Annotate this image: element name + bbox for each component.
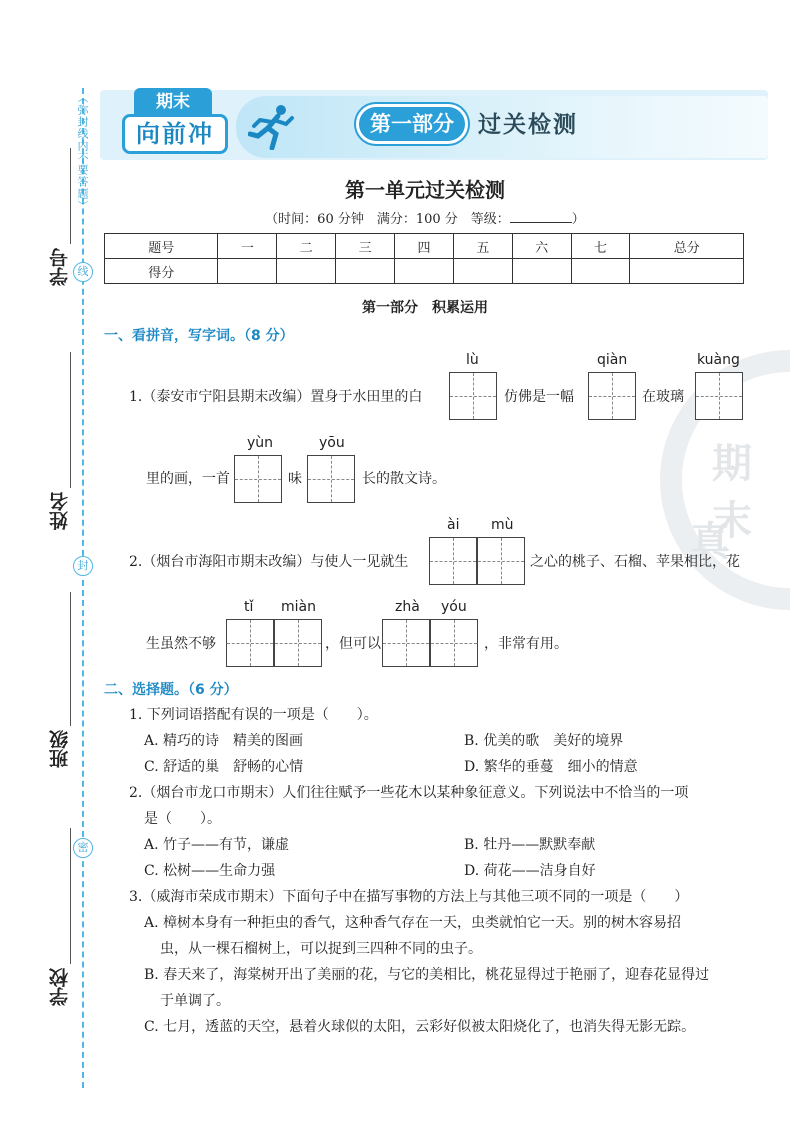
pinyin: yóu: [441, 599, 467, 615]
writing-box[interactable]: [588, 372, 636, 420]
page-title: 第一单元过关检测: [345, 178, 505, 202]
writing-box[interactable]: [274, 619, 322, 667]
s1-q1-mid1: 仿佛是一幅: [504, 389, 574, 405]
binding-strip: [0, 0, 100, 1124]
s2-q3: 3.（威海市荣成市期末）下面句子中在描写事物的方法上与其他三项不同的一项是（ ）: [129, 889, 689, 905]
pinyin: yōu: [319, 435, 345, 451]
exam-meta-suffix: ）: [571, 212, 585, 227]
s2-q1-option-c[interactable]: C. 舒适的巢 舒畅的心情: [144, 759, 304, 775]
s2-q2-line2: 是（ ）。: [144, 811, 221, 827]
table-cell: 一: [218, 234, 277, 259]
seal-dashed-line: [82, 88, 84, 1088]
s1-q1-line1: 1.（泰安市宁阳县期末改编）置身于水田里的白: [129, 389, 423, 405]
watermark-text: 期末: [712, 441, 752, 544]
seal-note: （弥封线内不要答题）: [76, 92, 89, 212]
s2-q1: 1. 下列词语搭配有误的一项是（ ）。: [129, 707, 378, 723]
field-student-id-label: 学号: [49, 248, 71, 286]
score-cell[interactable]: [630, 259, 744, 284]
pinyin: mù: [491, 517, 514, 533]
seal-char-mi: 密: [73, 838, 93, 858]
pinyin: zhà: [395, 599, 420, 615]
score-cell[interactable]: [218, 259, 277, 284]
field-name-line[interactable]: [70, 352, 71, 488]
s2-q3-option-b-line2: 于单调了。: [160, 993, 230, 1009]
table-cell: 四: [395, 234, 454, 259]
pinyin: ài: [447, 517, 460, 533]
pinyin: miàn: [281, 599, 316, 615]
writing-box[interactable]: [449, 372, 497, 420]
s2-q3-option-a-line1[interactable]: A. 樟树本身有一种拒虫的香气，这种香气存在一天，虫类就怕它一天。别的树木容易招: [144, 915, 682, 931]
seal-char-xian: 线: [73, 262, 93, 282]
exam-meta: [0, 208, 790, 227]
seal-char-feng: 封: [73, 556, 93, 576]
writing-box[interactable]: [430, 619, 478, 667]
badge-top-text: 期末: [134, 88, 212, 116]
field-name: [46, 492, 76, 530]
s2-q2-option-a[interactable]: A. 竹子——有节，谦虚: [144, 837, 290, 853]
field-class-label: 班级: [49, 730, 71, 768]
writing-box[interactable]: [429, 537, 477, 585]
badge-main-text: 向前冲: [122, 114, 228, 154]
s2-q2-line1: 2.（烟台市龙口市期末）人们往往赋予一些花木以某种象征意义。下列说法中不恰当的一项: [129, 785, 689, 801]
table-row: [105, 234, 744, 259]
s2-q1-option-a[interactable]: A. 精巧的诗 精美的图画: [144, 733, 304, 749]
exam-badge: [110, 88, 236, 158]
writing-box[interactable]: [695, 372, 743, 420]
grade-blank[interactable]: [510, 211, 572, 223]
s1-q1-line2-b: 味: [288, 471, 302, 487]
score-cell[interactable]: [395, 259, 454, 284]
exam-meta-prefix: （时间：60 分钟 满分：100 分 等级：: [265, 212, 510, 227]
s1-q2-line2-a: 生虽然不够: [146, 636, 216, 652]
table-cell: 题号: [105, 234, 218, 259]
writing-box[interactable]: [477, 537, 525, 585]
writing-box[interactable]: [234, 455, 282, 503]
table-cell: 三: [336, 234, 395, 259]
s1-q2-line2-c: ，非常有用。: [484, 636, 568, 652]
part-title: 过关检测: [478, 112, 578, 138]
pinyin: kuàng: [697, 352, 740, 368]
s2-q2-option-d[interactable]: D. 荷花——洁身自好: [464, 863, 596, 879]
field-school: [46, 968, 76, 1006]
s2-q3-option-b-line1[interactable]: B. 春天来了，海棠树开出了美丽的花，与它的美相比，桃花显得过于艳丽了，迎春花显得过: [144, 967, 710, 983]
pinyin: lù: [466, 352, 479, 368]
table-cell: 得分: [105, 259, 218, 284]
s2-q2-option-b[interactable]: B. 牡丹——默默奉献: [464, 837, 596, 853]
s2-q1-option-b[interactable]: B. 优美的歌 美好的境界: [464, 733, 624, 749]
score-cell[interactable]: [277, 259, 336, 284]
table-cell: 二: [277, 234, 336, 259]
s2-q1-option-d[interactable]: D. 繁华的垂蔓 细小的情意: [464, 759, 638, 775]
pinyin: tǐ: [244, 599, 254, 615]
table-cell: 总分: [630, 234, 744, 259]
field-class-line[interactable]: [70, 592, 71, 726]
watermark-text-2: 真: [690, 519, 730, 565]
table-cell: 六: [512, 234, 571, 259]
part-heading: 第一部分 积累运用: [362, 300, 488, 316]
table-cell: 七: [571, 234, 630, 259]
score-cell[interactable]: [512, 259, 571, 284]
s1-q1-line2-a: 里的画，一首: [146, 471, 230, 487]
score-cell[interactable]: [571, 259, 630, 284]
s1-q2-line1-a: 2.（烟台市海阳市期末改编）与使人一见就生: [129, 554, 409, 570]
table-row: [105, 259, 744, 284]
s1-q1-mid2: 在玻璃: [642, 389, 684, 405]
s1-q1-line2-c: 长的散文诗。: [362, 471, 446, 487]
table-cell: 五: [453, 234, 512, 259]
part-label-pill: 第一部分: [356, 104, 468, 144]
field-school-line[interactable]: [70, 828, 71, 964]
s2-q3-option-a-line2: 虫，从一棵石榴树上，可以捉到三四种不同的虫子。: [160, 941, 482, 957]
score-cell[interactable]: [453, 259, 512, 284]
s2-q3-option-c[interactable]: C. 七月，透蓝的天空，悬着火球似的太阳，云彩好似被太阳烧化了，也消失得无影无踪。: [144, 1019, 696, 1035]
field-school-label: 学校: [49, 968, 71, 1006]
writing-box[interactable]: [307, 455, 355, 503]
s1-q2-line2-b: ，但可以: [325, 636, 381, 652]
s2-q2-option-c[interactable]: C. 松树——生命力强: [144, 863, 276, 879]
s1-q2-line1-b: 之心的桃子、石榴、苹果相比，花: [530, 554, 740, 570]
score-cell[interactable]: [336, 259, 395, 284]
pinyin: qiàn: [597, 352, 628, 368]
section1-heading: 一、看拼音，写字词。（8 分）: [104, 328, 294, 344]
section2-heading: 二、选择题。（6 分）: [104, 682, 238, 698]
field-name-label: 姓名: [49, 492, 71, 530]
field-student-id: [46, 248, 76, 286]
writing-box[interactable]: [382, 619, 430, 667]
field-class: [46, 730, 76, 768]
runner-icon: [248, 104, 296, 150]
writing-box[interactable]: [226, 619, 274, 667]
pinyin: yùn: [247, 435, 274, 451]
score-table: [104, 233, 744, 284]
